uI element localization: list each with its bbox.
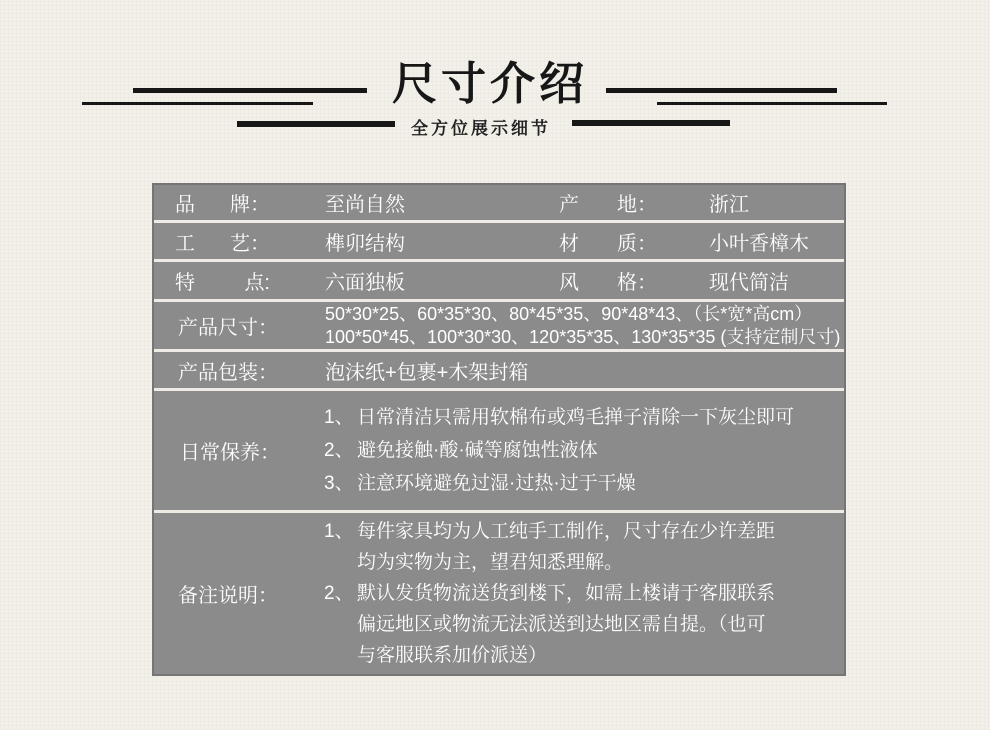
key-text: 格： — [617, 272, 657, 294]
item-text: 注意环境避免过湿·过热·过于干燥 — [357, 473, 636, 494]
key-text: 特 — [175, 272, 195, 294]
key-text: 质： — [617, 232, 657, 255]
value-style: 现代简洁 — [709, 272, 789, 294]
list-item — [324, 516, 775, 578]
key-text: 地： — [617, 194, 657, 216]
note-line: 均为实物为主，望君知悉理解。 — [357, 552, 624, 573]
list-item — [324, 401, 794, 434]
key-brand — [175, 188, 270, 217]
item-number: 1、 — [324, 521, 354, 542]
value-feature: 六面独板 — [325, 272, 405, 294]
note-line: 与客服联系加价派送） — [357, 645, 548, 666]
list-item — [324, 467, 794, 500]
key-origin — [559, 188, 657, 217]
note-line: 默认发货物流送货到楼下，如需上楼请于客服联系 — [357, 583, 776, 604]
value-product-packaging: 泡沫纸+包裹+木架封箱 — [325, 361, 529, 384]
note-line: 偏远地区或物流无法派送到达地区需自提。（也可 — [357, 614, 766, 635]
label-product-packaging: 产品包装： — [178, 361, 278, 384]
row-brand-origin — [154, 185, 844, 220]
notes-list — [324, 516, 775, 671]
key-text: 材 — [559, 232, 579, 255]
item-text: 日常清洁只需用软棉布或鸡毛掸子清除一下灰尘即可 — [357, 407, 795, 428]
key-style — [559, 266, 657, 295]
key-material — [559, 227, 657, 256]
note-line: 每件家具均为人工纯手工制作，尺寸存在少许差距 — [357, 521, 776, 542]
row-notes — [154, 513, 844, 674]
item-number: 2、 — [324, 583, 354, 604]
size-line: 50*30*25、60*35*30、80*45*35、90*48*43、（长*宽*高cm） — [325, 303, 813, 324]
key-text: 风 — [559, 272, 579, 294]
key-text: 产 — [559, 194, 579, 216]
item-text — [357, 578, 775, 671]
row-craft-material — [154, 223, 844, 259]
key-text: 品 — [175, 194, 195, 216]
value-brand: 至尚自然 — [325, 194, 405, 216]
key-text: 点: — [244, 272, 270, 294]
page-title: 尺寸介绍 — [391, 58, 588, 109]
label-notes: 备注说明： — [178, 585, 278, 607]
row-feature-style — [154, 262, 844, 299]
list-item — [324, 434, 794, 467]
row-daily-care — [154, 391, 844, 510]
spec-table — [152, 183, 846, 676]
list-item — [324, 578, 775, 671]
daily-care-list — [324, 401, 794, 500]
item-text — [357, 516, 775, 578]
row-product-packaging — [154, 352, 844, 388]
key-text: 工 — [175, 232, 195, 255]
value-craft: 榫卯结构 — [325, 232, 405, 255]
value-material: 小叶香樟木 — [709, 232, 809, 255]
key-feature — [175, 266, 270, 295]
label-product-size: 产品尺寸： — [178, 317, 278, 339]
key-craft — [175, 227, 270, 256]
page-subtitle: 全方位展示细节 — [411, 119, 551, 138]
key-text: 牌： — [230, 194, 270, 216]
item-number: 2、 — [324, 440, 354, 461]
item-text: 避免接触·酸·碱等腐蚀性液体 — [357, 440, 598, 461]
item-number: 3、 — [324, 473, 354, 494]
label-daily-care: 日常保养： — [180, 442, 280, 464]
size-line: 100*50*45、100*30*30、120*35*35、130*35*35 (支持定制尺寸) — [325, 326, 841, 347]
key-text: 艺： — [230, 232, 270, 255]
item-number: 1、 — [324, 407, 354, 428]
product-size-values — [325, 303, 840, 349]
row-product-size — [154, 302, 844, 349]
value-origin: 浙江 — [709, 194, 749, 216]
